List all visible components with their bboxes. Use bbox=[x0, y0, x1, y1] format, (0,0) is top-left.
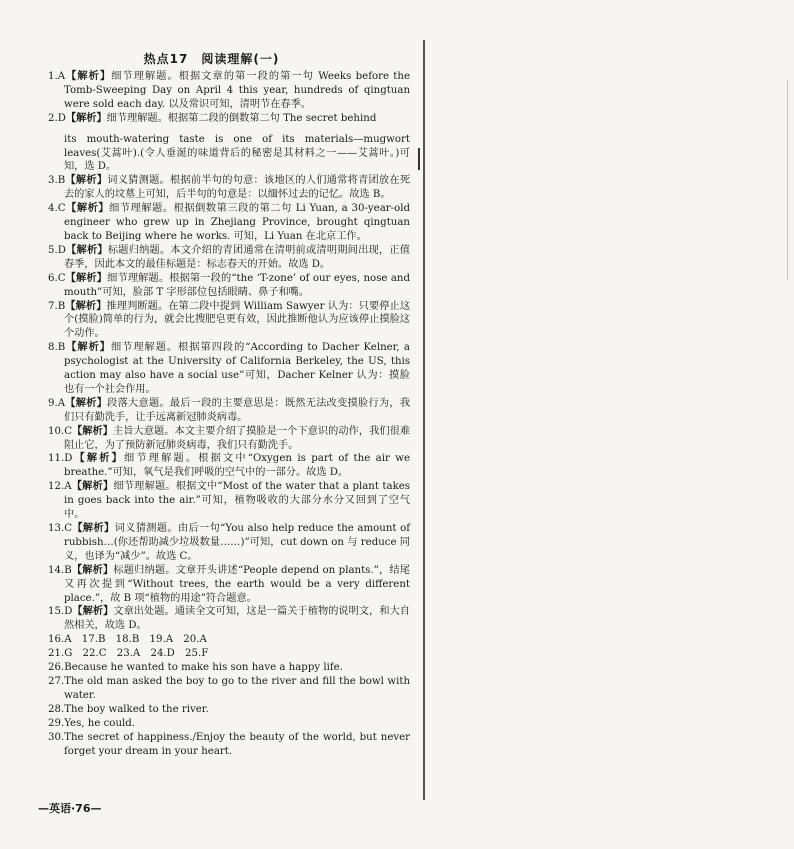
answer-number: 21.G 22.C 23.A 24.D 25.F bbox=[48, 648, 209, 660]
analysis-tag: 【解析】 bbox=[65, 175, 108, 187]
answer-item bbox=[48, 661, 410, 675]
analysis-tag: 【解析】 bbox=[65, 244, 108, 256]
answer-text: 细节理解题。根据第二段的倒数第二句 The secret behind bbox=[106, 112, 377, 124]
analysis-tag: 【解析】 bbox=[65, 397, 108, 409]
answer-text: Because he wanted to make his son have a happy life. bbox=[64, 662, 343, 674]
analysis-tag: 【解析】 bbox=[72, 523, 115, 534]
answer-text: 段落大意题。最后一段的主要意思是：既然无法改变摸脸行为，我们只有勤洗手，让手远离新冠肺炎病毒。 bbox=[64, 397, 411, 423]
analysis-tag: 【解析】 bbox=[71, 481, 114, 493]
answer-text: 细节理解题。根据第四段的“According to Dacher Kelner, a psychologist at the University of California Berkeley, the US, this action may also have a social use”可知，Dacher Kelner 认为：摸脸也有一个社会作用。 bbox=[64, 342, 410, 395]
answer-item bbox=[48, 633, 410, 647]
analysis-tag: 【解析】 bbox=[65, 272, 108, 284]
analysis-tag: 【解析】 bbox=[65, 112, 107, 124]
answer-number: 16.A 17.B 18.B 19.A 20.A bbox=[48, 634, 207, 646]
answer-number: 30. bbox=[48, 731, 65, 743]
answer-number: 26. bbox=[48, 662, 65, 674]
answer-item bbox=[48, 703, 410, 717]
answer-text: 标题归纳题。本文介绍的青团通常在清明前或清明期间出现，正值春季，因此本文的最佳标题是：标志春天的开始。故选 D。 bbox=[64, 244, 410, 270]
answer-list bbox=[48, 70, 410, 758]
page-title: 热点17 阅读理解(一) bbox=[143, 52, 280, 66]
answer-item bbox=[48, 564, 410, 606]
answer-item bbox=[48, 425, 410, 453]
answer-text: The old man asked the boy to go to the river and fill the bowl with water. bbox=[64, 675, 410, 701]
answer-text: 词义猜测题。由后一句“You also help reduce the amount of rubbish…(你还帮助减少垃圾数量……)”可知，cut down on 与 reduce 同义，也译为“减少”。故选 C。 bbox=[64, 523, 411, 562]
answer-text: The boy walked to the river. bbox=[64, 703, 209, 715]
answer-text: 细节理解题。根据第一段的“the ‘T-zone’ of our eyes, nose and mouth”可知，脸部 T 字形部位包括眼睛、鼻子和嘴。 bbox=[64, 272, 411, 298]
analysis-tag: 【解析】 bbox=[65, 300, 107, 312]
answer-number: 29. bbox=[48, 717, 65, 729]
answer-text: 细节理解题。根据文中“Oxygen is part of the air we breathe.”可知，氧气是我们呼吸的空气中的一部分。故选 D。 bbox=[64, 453, 411, 479]
answer-number: 1.A bbox=[48, 71, 66, 82]
answer-item bbox=[48, 522, 410, 564]
answer-number: 10.C bbox=[48, 425, 72, 437]
answer-number: 8.B bbox=[48, 342, 66, 354]
answer-text: 推理判断题。在第二段中提到 William Sawyer 认为：只要停止这个(摸脸)简单的行为，就会比搜肥皂更有效，因此推断他认为应该停止摸脸这个动作。 bbox=[64, 300, 411, 340]
analysis-tag: 【解析】 bbox=[71, 564, 114, 576]
answer-item bbox=[48, 272, 410, 300]
answer-item bbox=[48, 174, 410, 202]
page-edge-line bbox=[787, 80, 788, 280]
answer-item bbox=[48, 244, 410, 272]
column-divider bbox=[423, 40, 425, 800]
answer-item bbox=[48, 605, 410, 633]
answer-number: 4.C bbox=[48, 203, 66, 215]
answer-item bbox=[48, 300, 410, 342]
answer-number: 3.B bbox=[48, 175, 66, 187]
answer-text: 文章出处题。通读全文可知，这是一篇关于植物的说明文，和大自然相关，故选 D。 bbox=[64, 606, 410, 632]
answer-item bbox=[48, 70, 410, 112]
analysis-tag: 【解析】 bbox=[65, 71, 112, 82]
answer-item bbox=[48, 341, 410, 397]
answer-item bbox=[48, 452, 410, 480]
answer-number: 2.D bbox=[48, 112, 66, 124]
answer-text: 细节理解题。根据倒数第三段的第二句 Li Yuan, a 30-year-old engineer who grew up in Zhejiang Province, brought qingtuan back to Beijing where he works. 可知，Li Yuan 在北京工作。 bbox=[64, 203, 411, 242]
answer-text: 词义猜测题。根据前半句的句意：该地区的人们通常将青团放在死去的家人的坟墓上可知，后半句的句意是：以缅怀过去的记忆。故选 B。 bbox=[64, 175, 411, 201]
answer-text: 细节理解题。根据文章的第一段的第一句 Weeks before the Tomb-Sweeping Day on April 4 this year, hundreds of qingtuan were sold each day. 以及常识可知，清明节在春季。 bbox=[64, 71, 410, 110]
answer-item bbox=[48, 202, 410, 244]
answer-text: 标题归纳题。文章开头讲述“People depend on plants.”，结尾又再次提到“Without trees, the earth would be a very different place.”，故 B 项“植物的用途”符合题意。 bbox=[64, 564, 410, 604]
answer-number: 13.C bbox=[48, 523, 72, 534]
analysis-tag: 【解析】 bbox=[72, 425, 114, 437]
analysis-tag: 【解析】 bbox=[65, 342, 111, 354]
answer-number: 12.A bbox=[48, 481, 72, 493]
answer-number: 28. bbox=[48, 703, 65, 715]
answer-item bbox=[48, 480, 410, 522]
page-footer: —英语·76— bbox=[38, 802, 102, 815]
answer-number: 11.D bbox=[48, 453, 73, 465]
answer-number: 9.A bbox=[48, 397, 66, 409]
answer-number: 6.C bbox=[48, 272, 66, 284]
answer-number: 14.B bbox=[48, 564, 72, 576]
answer-number: 5.D bbox=[48, 244, 66, 256]
answer-item bbox=[48, 647, 410, 661]
analysis-tag: 【解析】 bbox=[65, 203, 110, 215]
answer-number: 15.D bbox=[48, 606, 73, 618]
answer-text: 主旨大意题。本文主要介绍了摸脸是一个下意识的动作，我们很难阻止它，为了预防新冠肺炎病毒，我们只有勤洗手。 bbox=[64, 425, 411, 451]
answer-item bbox=[48, 731, 410, 759]
answer-item bbox=[48, 133, 410, 175]
answer-item bbox=[48, 675, 410, 703]
answer-text: its mouth-watering taste is one of its materials—mugwort leaves(艾蒿叶).(令人垂涎的味道背后的秘密是其材料之一——艾蒿叶。)可知，选 D。 bbox=[64, 133, 410, 173]
answer-item bbox=[48, 112, 410, 126]
answer-text: 细节理解题。根据文中“Most of the water that a plant takes in goes back into the air.”可知，植物吸收的大部分水分又回到了空气中。 bbox=[64, 481, 410, 521]
answer-text: The secret of happiness./Enjoy the beauty of the world, but never forget your dream in your heart. bbox=[64, 731, 410, 757]
answer-number: 7.B bbox=[48, 300, 66, 312]
answer-text: Yes, he could. bbox=[64, 717, 136, 729]
answer-item bbox=[48, 717, 410, 731]
analysis-tag: 【解析】 bbox=[72, 606, 114, 618]
answer-number: 27. bbox=[48, 675, 65, 687]
margin-mark bbox=[418, 148, 420, 170]
analysis-tag: 【解析】 bbox=[72, 453, 125, 465]
answer-item bbox=[48, 397, 410, 425]
